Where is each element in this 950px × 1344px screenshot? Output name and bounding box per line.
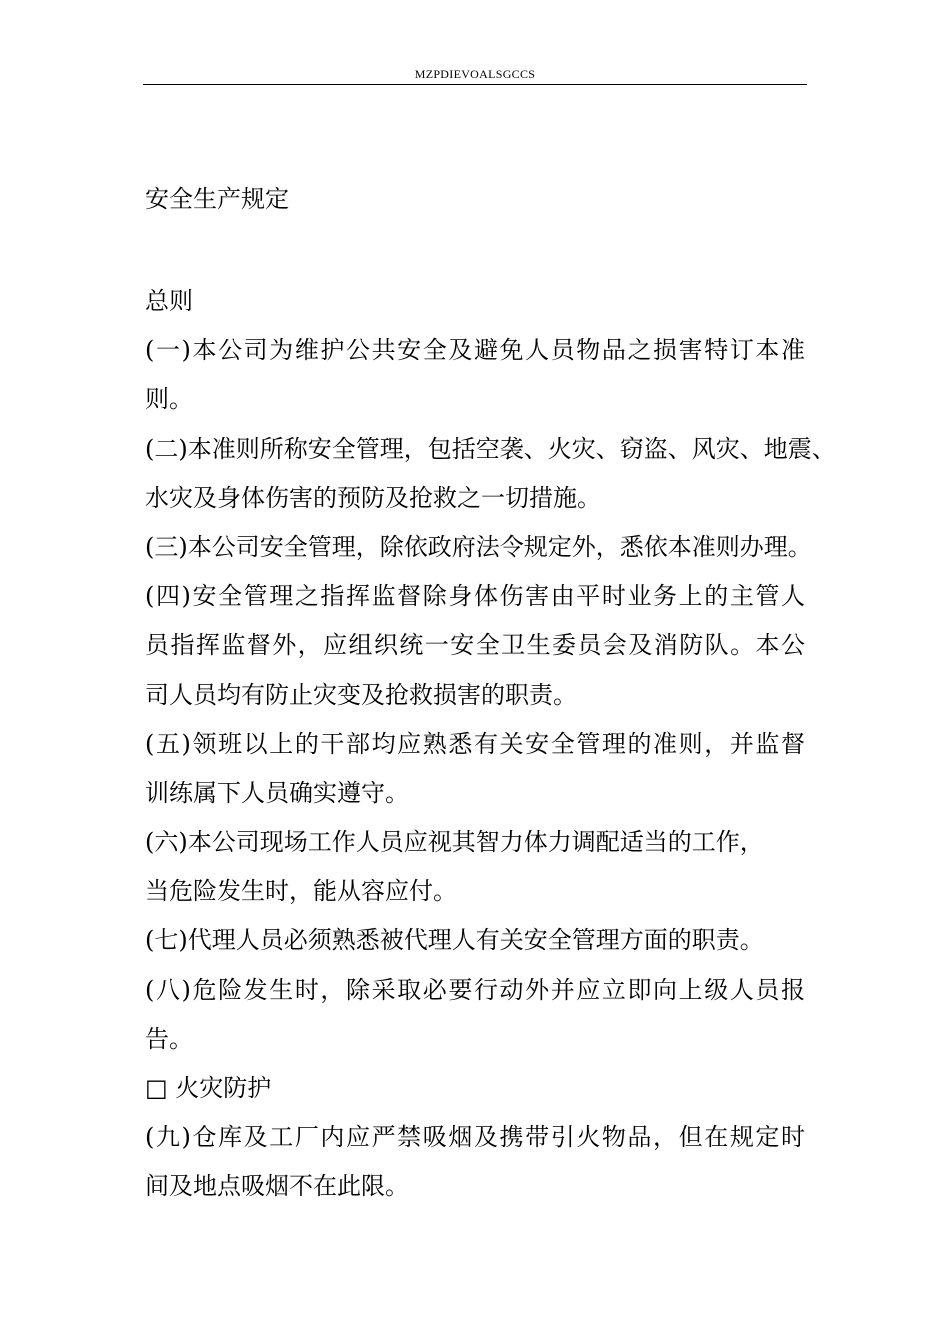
paragraph-line: (八)危险发生时，除采取必要行动外并应立即向上级人员报 — [145, 975, 805, 1004]
paragraph-line: 则。 — [145, 385, 193, 414]
document-body — [145, 282, 836, 1217]
paragraph-line: (七)代理人员必须熟悉被代理人有关安全管理方面的职责。 — [145, 926, 764, 955]
section-heading: □ 火灾防护 — [145, 1074, 272, 1102]
page-header: MZPDIEVOALSGCCS — [414, 67, 536, 81]
paragraph-line: (四)安全管理之指挥监督除身体伤害由平时业务上的主管人 — [145, 582, 805, 611]
header-rule — [143, 84, 807, 85]
paragraph-line: 员指挥监督外，应组织统一安全卫生委员会及消防队。本公 — [145, 631, 805, 660]
paragraph-line: (一)本公司为维护公共安全及避免人员物品之损害特订本准 — [145, 336, 805, 365]
paragraph-line: (三)本公司安全管理，除依政府法令规定外，悉依本准则办理。 — [145, 532, 812, 561]
paragraph-line: 告。 — [145, 1024, 193, 1053]
paragraph-line: 当危险发生时，能从容应付。 — [145, 877, 457, 906]
paragraph-line: 司人员均有防止灾变及抢救损害的职责。 — [145, 680, 577, 709]
paragraph-line: 水灾及身体伤害的预防及抢救之一切措施。 — [145, 483, 601, 512]
paragraph-line: (五)领班以上的干部均应熟悉有关安全管理的准则，并监督 — [145, 729, 805, 758]
paragraph-line: (二)本准则所称安全管理，包括空袭、火灾、窃盗、风灾、地震、 — [145, 434, 836, 463]
section-heading: 总则 — [145, 287, 193, 315]
paragraph-line: (六)本公司现场工作人员应视其智力体力调配适当的工作， — [145, 828, 764, 857]
paragraph-line: 训练属下人员确实遵守。 — [145, 778, 409, 807]
paragraph-line: 间及地点吸烟不在此限。 — [145, 1172, 409, 1201]
document-title: 安全生产规定 — [145, 185, 289, 213]
paragraph-line: (九)仓库及工厂内应严禁吸烟及携带引火物品，但在规定时 — [145, 1123, 805, 1152]
